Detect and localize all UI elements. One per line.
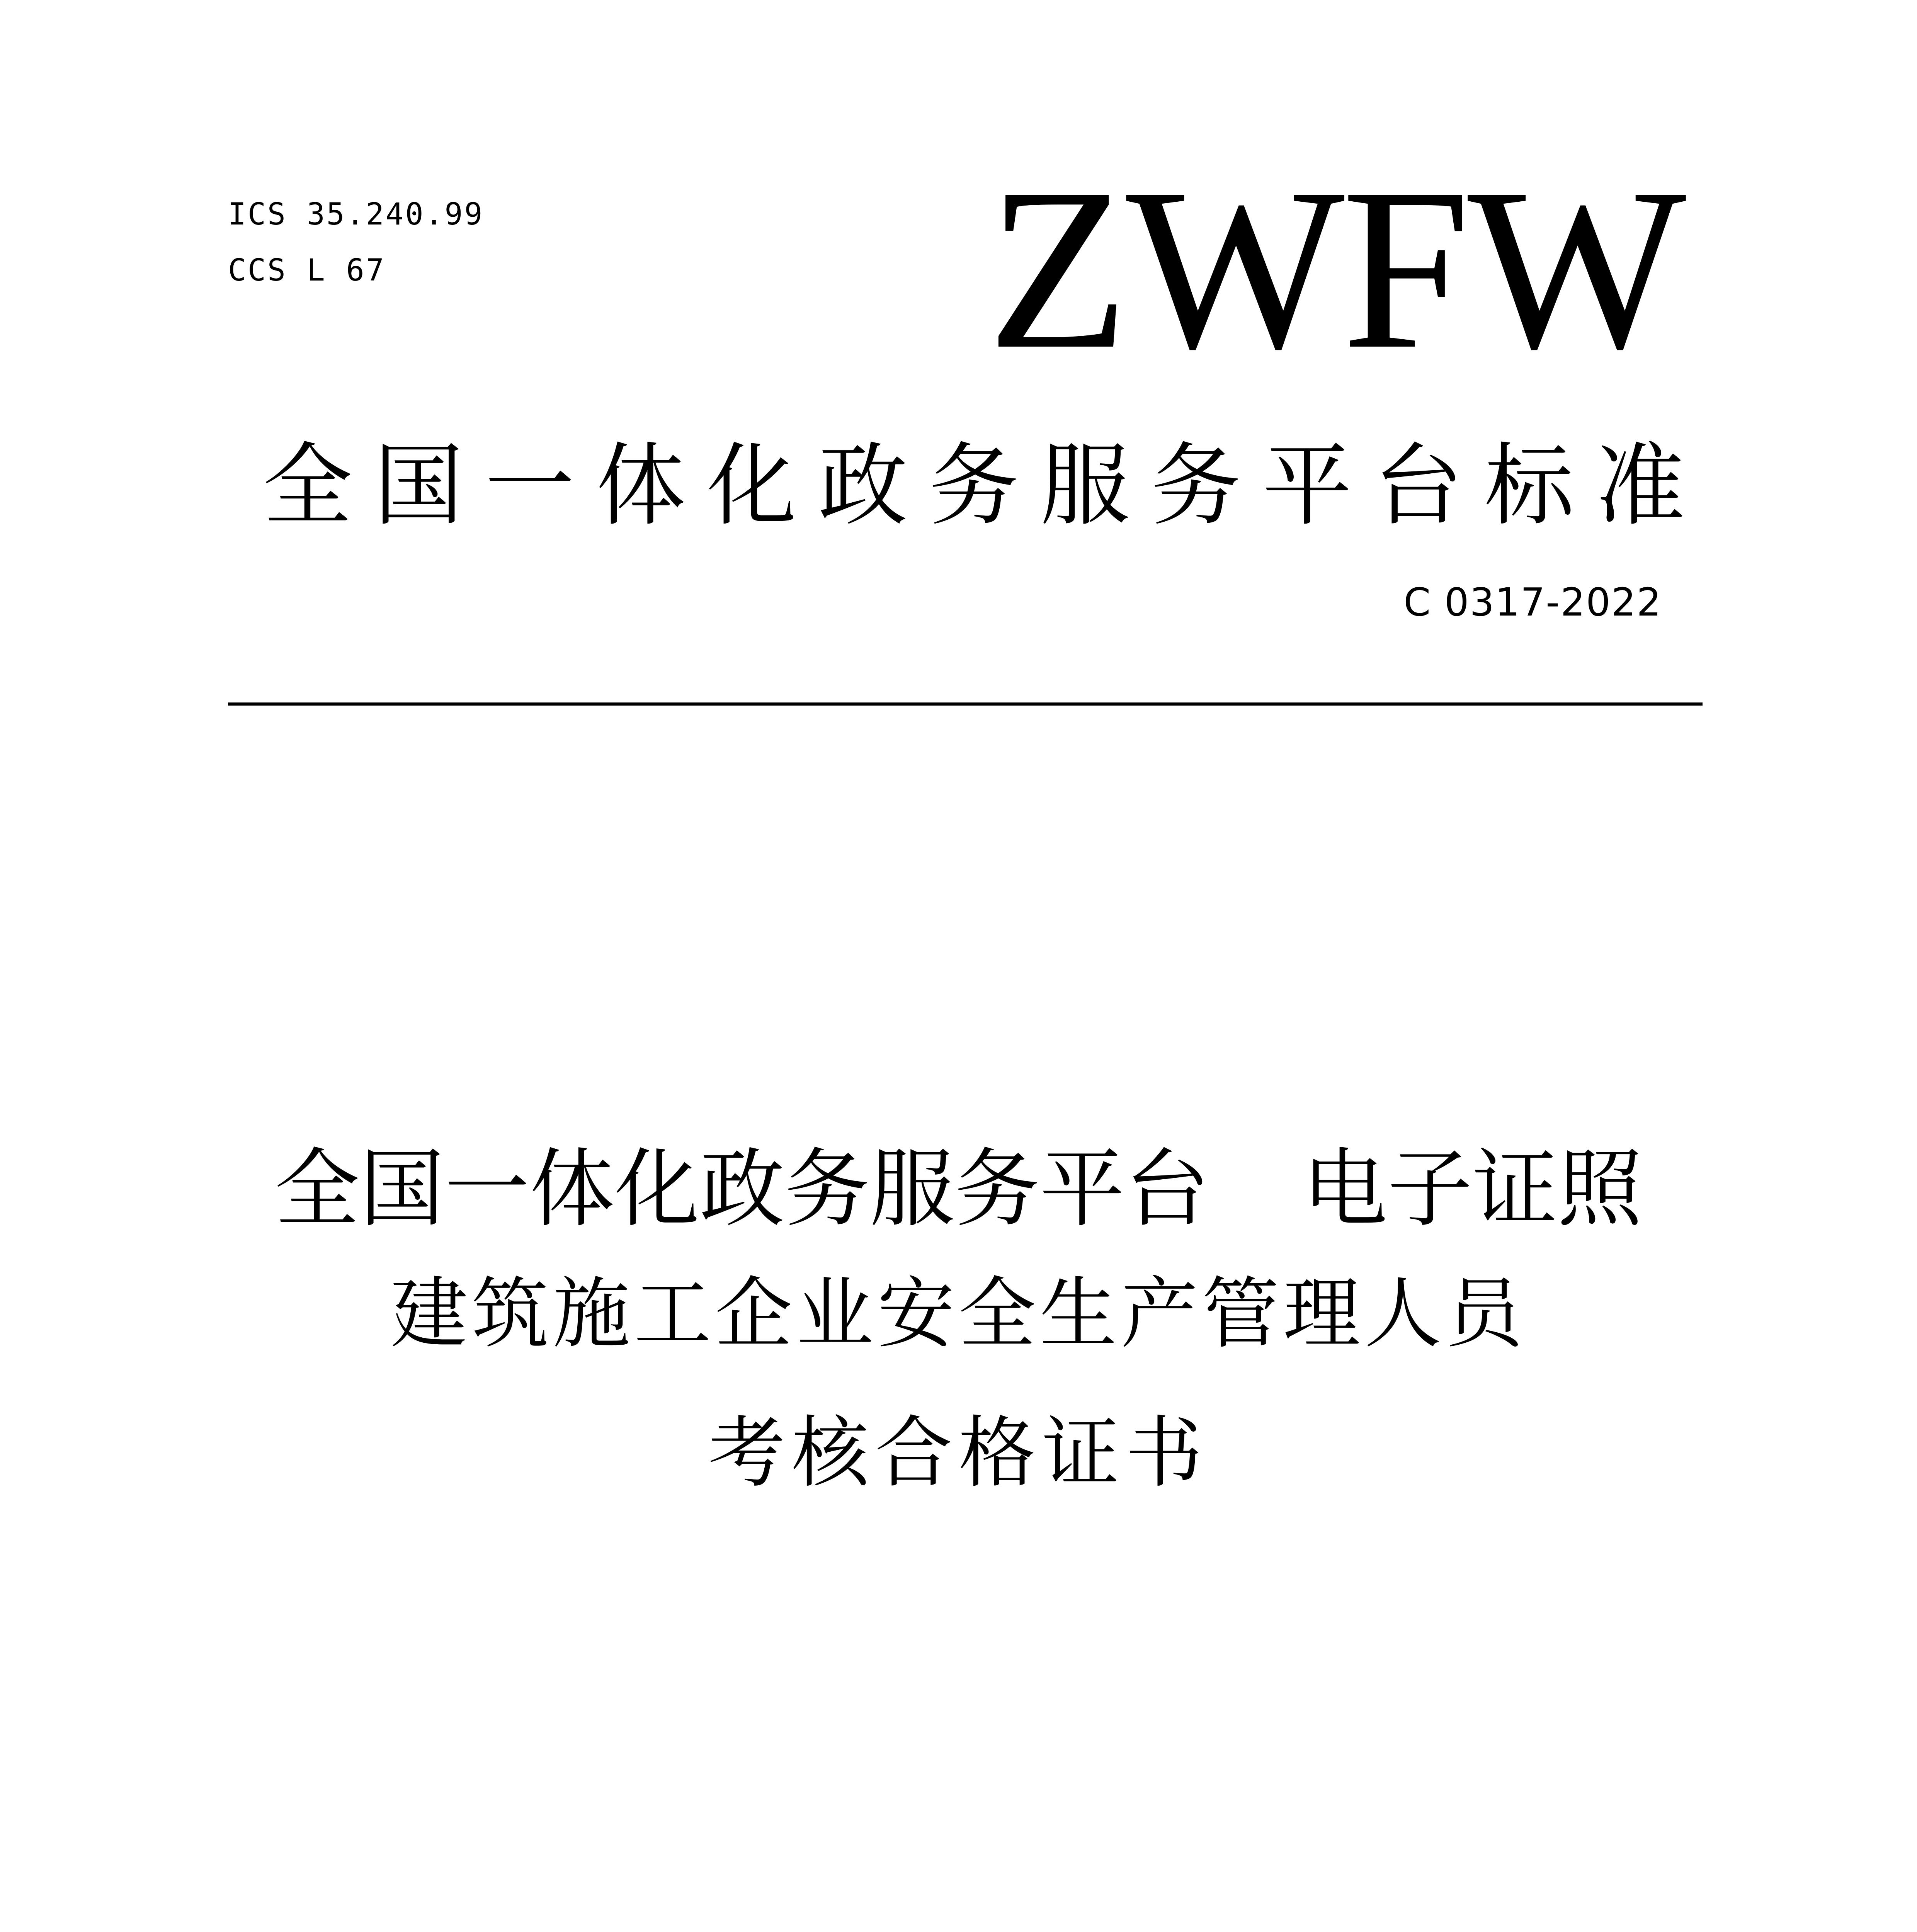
standard-name xyxy=(263,434,1685,538)
standard-name-char: 全 xyxy=(263,434,353,538)
ccs-code: CCS L 67 xyxy=(228,253,386,288)
title-platform: 全国一体化政务服务平台 xyxy=(274,1139,1210,1238)
standard-name-char: 一 xyxy=(485,434,575,538)
top-divider xyxy=(228,702,1703,706)
title-e-license: 电子证照 xyxy=(1302,1139,1643,1238)
standard-name-char: 标 xyxy=(1484,434,1574,538)
document-title-line2: 建筑施工企业安全生产管理人员 xyxy=(390,1272,1527,1357)
document-title-line3: 考核合格证书 xyxy=(708,1411,1209,1497)
standard-name-char: 台 xyxy=(1373,434,1463,538)
standard-name-char: 务 xyxy=(929,434,1019,538)
ics-code: ICS 35.240.99 xyxy=(228,197,484,232)
standard-name-char: 政 xyxy=(818,434,908,538)
standard-name-char: 务 xyxy=(1151,434,1241,538)
zwfw-logo: ZWFW xyxy=(987,140,1683,397)
standard-name-char: 体 xyxy=(596,434,686,538)
standard-name-char: 平 xyxy=(1262,434,1352,538)
standard-name-char: 准 xyxy=(1595,434,1685,538)
standard-name-char: 国 xyxy=(374,434,464,538)
standard-name-char: 服 xyxy=(1040,434,1130,538)
standard-name-char: 化 xyxy=(707,434,797,538)
standard-code: C 0317-2022 xyxy=(1403,580,1662,625)
document-title-line1 xyxy=(0,1121,1917,1243)
